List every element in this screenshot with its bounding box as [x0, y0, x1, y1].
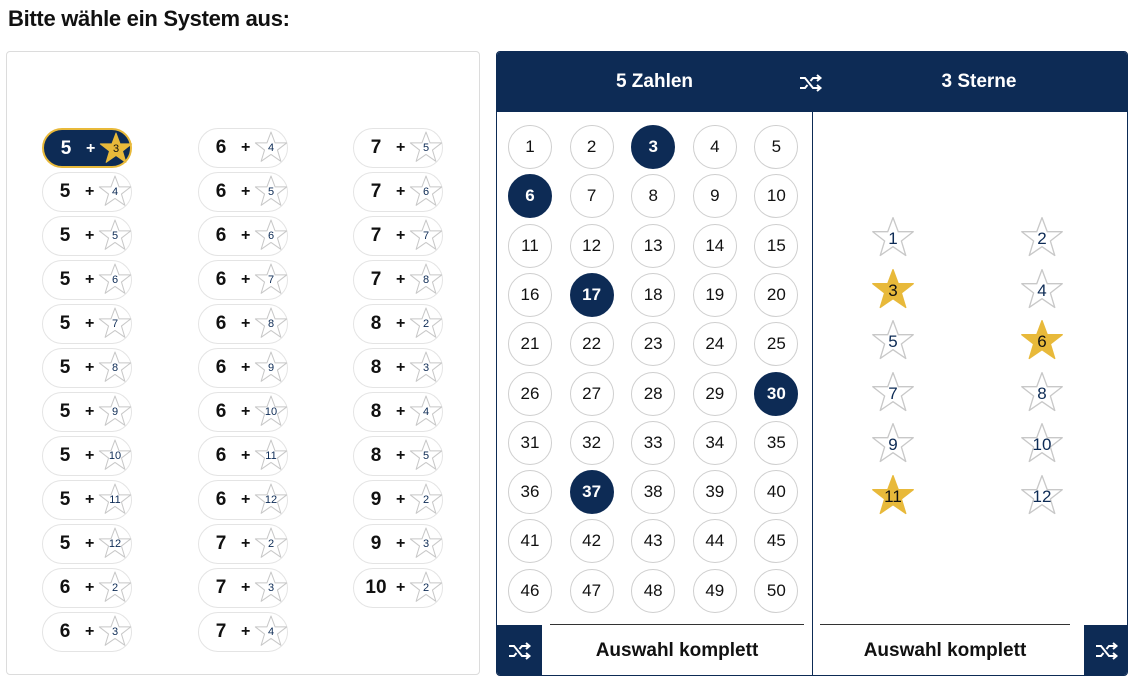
star-number: 4 [1037, 280, 1047, 300]
number-ball[interactable]: 12 [570, 224, 614, 268]
system-plus-sign: + [85, 271, 95, 288]
system-stars-badge [98, 262, 132, 296]
number-ball[interactable]: 46 [508, 569, 552, 613]
system-option[interactable] [198, 436, 288, 476]
system-stars-badge [409, 570, 443, 604]
system-stars-count: 2 [422, 494, 430, 506]
system-plus-sign: + [396, 579, 406, 596]
system-stars-count: 11 [109, 494, 121, 506]
system-plus-sign: + [396, 227, 406, 244]
number-ball[interactable]: 1 [508, 125, 552, 169]
system-numbers-count: 7 [370, 269, 382, 290]
system-selection-panel [6, 51, 480, 675]
system-plus-sign: + [85, 359, 95, 376]
system-option[interactable] [353, 480, 443, 520]
number-ball[interactable]: 47 [570, 569, 614, 613]
number-ball[interactable]: 18 [631, 273, 675, 317]
numbers-selection-complete: Auswahl komplett [595, 640, 759, 661]
system-numbers-count: 7 [215, 621, 227, 642]
number-ball[interactable]: 38 [631, 470, 675, 514]
system-stars-badge [98, 218, 132, 252]
system-stars-badge [98, 438, 132, 472]
system-option[interactable] [353, 348, 443, 388]
system-option[interactable] [198, 304, 288, 344]
system-stars-count: 10 [108, 450, 122, 462]
number-ball[interactable]: 41 [508, 519, 552, 563]
system-numbers-count: 6 [215, 137, 227, 158]
system-numbers-count: 6 [59, 577, 71, 598]
system-plus-sign: + [241, 227, 251, 244]
number-ball[interactable]: 37 [570, 470, 614, 514]
system-numbers-count: 5 [59, 533, 71, 554]
system-plus-sign: + [396, 139, 406, 156]
system-plus-sign: + [396, 359, 406, 376]
system-plus-sign: + [241, 535, 251, 552]
system-plus-sign: + [241, 359, 251, 376]
system-option[interactable] [42, 216, 132, 256]
system-stars-badge [254, 614, 288, 648]
system-option[interactable] [42, 568, 132, 608]
system-stars-badge [98, 482, 132, 516]
star-number: 12 [1032, 487, 1052, 506]
number-ball[interactable]: 48 [631, 569, 675, 613]
system-stars-count: 8 [111, 362, 119, 374]
system-numbers-count: 9 [370, 489, 382, 510]
system-option[interactable] [42, 128, 132, 168]
system-stars-count: 10 [264, 406, 278, 418]
system-stars-count: 4 [267, 142, 275, 154]
system-stars-badge [409, 174, 443, 208]
number-ball[interactable]: 36 [508, 470, 552, 514]
system-numbers-count: 7 [215, 533, 227, 554]
system-numbers-count: 8 [370, 445, 382, 466]
number-ball[interactable]: 2 [570, 125, 614, 169]
number-star-board [496, 51, 1128, 676]
number-ball[interactable]: 13 [631, 224, 675, 268]
system-stars-count: 9 [111, 406, 119, 418]
system-stars-count: 5 [422, 142, 430, 154]
system-stars-badge [98, 394, 132, 428]
system-stars-count: 5 [267, 186, 275, 198]
system-option[interactable] [42, 612, 132, 652]
system-option[interactable] [42, 348, 132, 388]
star-option[interactable] [1020, 370, 1064, 414]
system-stars-badge [98, 614, 132, 648]
number-ball[interactable]: 8 [631, 174, 675, 218]
system-numbers-count: 6 [215, 313, 227, 334]
system-option[interactable] [353, 436, 443, 476]
system-option[interactable] [198, 568, 288, 608]
number-ball[interactable]: 4 [693, 125, 737, 169]
shuffle-all-button[interactable] [795, 67, 827, 99]
number-ball[interactable]: 6 [508, 174, 552, 218]
system-stars-badge [409, 306, 443, 340]
shuffle-icon [507, 640, 533, 662]
system-numbers-count: 7 [215, 577, 227, 598]
number-ball[interactable]: 25 [754, 322, 798, 366]
number-ball[interactable]: 27 [570, 372, 614, 416]
system-numbers-count: 5 [59, 401, 71, 422]
shuffle-stars-button[interactable] [1084, 625, 1128, 676]
system-plus-sign: + [241, 447, 251, 464]
system-plus-sign: + [241, 183, 251, 200]
star-number: 7 [888, 383, 898, 403]
system-stars-badge [254, 350, 288, 384]
number-ball[interactable]: 31 [508, 421, 552, 465]
system-option[interactable] [198, 216, 288, 256]
system-stars-badge [254, 438, 288, 472]
star-number: 8 [1037, 383, 1047, 403]
system-stars-badge [254, 570, 288, 604]
star-option[interactable] [871, 370, 915, 414]
system-plus-sign: + [85, 227, 95, 244]
system-stars-badge [409, 438, 443, 472]
system-stars-badge [98, 174, 132, 208]
system-numbers-count: 9 [370, 533, 382, 554]
system-numbers-count: 6 [59, 621, 71, 642]
star-option[interactable] [1020, 473, 1064, 517]
system-numbers-count: 5 [60, 138, 72, 159]
system-plus-sign: + [396, 491, 406, 508]
system-plus-sign: + [396, 403, 406, 420]
number-ball[interactable]: 45 [754, 519, 798, 563]
system-stars-badge [254, 130, 288, 164]
system-option[interactable] [198, 128, 288, 168]
system-stars-badge [99, 131, 133, 165]
system-option[interactable] [353, 172, 443, 212]
system-stars-count: 5 [111, 230, 119, 242]
system-numbers-count: 6 [215, 269, 227, 290]
star-option[interactable] [871, 421, 915, 465]
system-stars-badge [254, 306, 288, 340]
system-numbers-count: 5 [59, 269, 71, 290]
system-plus-sign: + [85, 315, 95, 332]
shuffle-icon [798, 72, 824, 94]
system-plus-sign: + [396, 271, 406, 288]
system-column-2 [198, 128, 290, 656]
number-ball[interactable]: 14 [693, 224, 737, 268]
system-stars-count: 7 [267, 274, 275, 286]
number-ball[interactable]: 29 [693, 372, 737, 416]
board-header [497, 52, 1128, 112]
system-numbers-count: 6 [215, 225, 227, 246]
system-plus-sign: + [241, 315, 251, 332]
number-ball[interactable]: 22 [570, 322, 614, 366]
system-stars-badge [409, 130, 443, 164]
system-option[interactable] [198, 480, 288, 520]
number-ball[interactable]: 19 [693, 273, 737, 317]
system-stars-count: 3 [112, 143, 120, 155]
number-ball[interactable]: 34 [693, 421, 737, 465]
star-option[interactable] [871, 473, 915, 517]
system-option[interactable] [198, 524, 288, 564]
system-option[interactable] [353, 260, 443, 300]
number-ball[interactable]: 17 [570, 273, 614, 317]
system-numbers-count: 5 [59, 489, 71, 510]
system-numbers-count: 6 [215, 489, 227, 510]
page-title: Bitte wähle ein System aus: [8, 6, 290, 31]
system-stars-count: 12 [108, 538, 122, 550]
star-option[interactable] [1020, 267, 1064, 311]
system-column-3 [353, 128, 445, 612]
system-stars-count: 4 [111, 186, 119, 198]
system-stars-badge [254, 218, 288, 252]
system-option[interactable] [42, 392, 132, 432]
system-stars-badge [409, 394, 443, 428]
system-option[interactable] [42, 304, 132, 344]
star-option[interactable] [1020, 318, 1064, 362]
number-ball[interactable]: 16 [508, 273, 552, 317]
system-stars-badge [409, 350, 443, 384]
star-number: 6 [1037, 332, 1047, 352]
star-option[interactable] [1020, 421, 1064, 465]
system-plus-sign: + [85, 447, 95, 464]
star-number: 3 [888, 280, 898, 300]
system-plus-sign: + [241, 271, 251, 288]
system-option[interactable] [353, 568, 443, 608]
system-stars-count: 8 [422, 274, 430, 286]
system-plus-sign: + [85, 183, 95, 200]
system-numbers-count: 10 [365, 577, 387, 598]
system-option[interactable] [198, 260, 288, 300]
number-ball[interactable]: 43 [631, 519, 675, 563]
system-option[interactable] [353, 216, 443, 256]
system-option[interactable] [198, 612, 288, 652]
system-plus-sign: + [85, 491, 95, 508]
system-stars-count: 6 [267, 230, 275, 242]
system-option[interactable] [42, 436, 132, 476]
system-stars-count: 9 [267, 362, 275, 374]
system-stars-count: 8 [267, 318, 275, 330]
system-stars-count: 11 [265, 450, 277, 462]
system-stars-badge [409, 218, 443, 252]
number-ball[interactable]: 23 [631, 322, 675, 366]
system-numbers-count: 8 [370, 401, 382, 422]
number-ball[interactable]: 35 [754, 421, 798, 465]
system-stars-count: 5 [422, 450, 430, 462]
system-option[interactable] [198, 172, 288, 212]
system-plus-sign: + [241, 139, 251, 156]
star-number: 9 [888, 435, 898, 455]
system-plus-sign: + [85, 623, 95, 640]
board-divider [812, 112, 813, 676]
numbers-header-label: 5 Zahlen [615, 71, 694, 92]
system-stars-count: 2 [422, 582, 430, 594]
system-stars-count: 3 [422, 538, 430, 550]
system-numbers-count: 6 [215, 445, 227, 466]
system-plus-sign: + [241, 579, 251, 596]
number-ball[interactable]: 9 [693, 174, 737, 218]
system-stars-badge [98, 350, 132, 384]
number-ball[interactable]: 42 [570, 519, 614, 563]
system-stars-count: 4 [267, 626, 275, 638]
number-ball[interactable]: 50 [754, 569, 798, 613]
system-option[interactable] [198, 392, 288, 432]
system-numbers-count: 8 [370, 313, 382, 334]
star-option[interactable] [1020, 215, 1064, 259]
system-numbers-count: 5 [59, 181, 71, 202]
system-numbers-count: 5 [59, 357, 71, 378]
number-ball[interactable]: 26 [508, 372, 552, 416]
system-stars-count: 7 [111, 318, 119, 330]
number-ball[interactable]: 21 [508, 322, 552, 366]
system-option[interactable] [42, 172, 132, 212]
star-option[interactable] [871, 267, 915, 311]
number-ball[interactable]: 3 [631, 125, 675, 169]
system-stars-badge [98, 306, 132, 340]
system-stars-count: 7 [422, 230, 430, 242]
number-ball[interactable]: 33 [631, 421, 675, 465]
system-option[interactable] [353, 524, 443, 564]
system-stars-count: 2 [111, 582, 119, 594]
shuffle-icon [1094, 640, 1120, 662]
number-ball[interactable]: 24 [693, 322, 737, 366]
system-plus-sign: + [396, 315, 406, 332]
system-stars-count: 3 [422, 362, 430, 374]
number-ball[interactable]: 28 [631, 372, 675, 416]
system-option[interactable] [353, 304, 443, 344]
number-ball[interactable]: 49 [693, 569, 737, 613]
system-option[interactable] [42, 260, 132, 300]
system-plus-sign: + [85, 579, 95, 596]
number-ball[interactable]: 30 [754, 372, 798, 416]
system-stars-badge [254, 482, 288, 516]
system-option[interactable] [353, 392, 443, 432]
system-stars-badge [98, 526, 132, 560]
system-numbers-count: 7 [370, 137, 382, 158]
system-stars-count: 3 [267, 582, 275, 594]
system-plus-sign: + [85, 535, 95, 552]
system-plus-sign: + [85, 403, 95, 420]
system-plus-sign: + [86, 140, 96, 157]
system-numbers-count: 8 [370, 357, 382, 378]
system-plus-sign: + [396, 535, 406, 552]
system-column-1 [42, 128, 134, 656]
system-stars-count: 3 [111, 626, 119, 638]
system-stars-count: 6 [422, 186, 430, 198]
system-numbers-count: 6 [215, 181, 227, 202]
system-numbers-count: 5 [59, 445, 71, 466]
star-option[interactable] [871, 215, 915, 259]
system-stars-count: 2 [422, 318, 430, 330]
star-number: 2 [1037, 229, 1047, 248]
number-ball[interactable]: 39 [693, 470, 737, 514]
system-stars-badge [98, 570, 132, 604]
star-number: 11 [884, 487, 902, 506]
number-ball[interactable]: 7 [570, 174, 614, 218]
system-plus-sign: + [241, 491, 251, 508]
system-numbers-count: 6 [215, 357, 227, 378]
system-plus-sign: + [396, 447, 406, 464]
number-ball[interactable]: 32 [570, 421, 614, 465]
star-number: 1 [888, 229, 898, 248]
system-plus-sign: + [396, 183, 406, 200]
system-stars-badge [254, 174, 288, 208]
system-numbers-count: 7 [370, 225, 382, 246]
system-numbers-count: 6 [215, 401, 227, 422]
stars-selection-complete: Auswahl komplett [863, 640, 1027, 661]
stars-header-label: 3 Sterne [941, 71, 1017, 92]
system-stars-count: 12 [264, 494, 278, 506]
number-ball[interactable]: 44 [693, 519, 737, 563]
system-stars-badge [409, 262, 443, 296]
system-stars-badge [409, 526, 443, 560]
number-ball[interactable]: 20 [754, 273, 798, 317]
system-stars-badge [254, 526, 288, 560]
system-option[interactable] [42, 480, 132, 520]
system-numbers-count: 7 [370, 181, 382, 202]
star-option[interactable] [871, 318, 915, 362]
number-ball[interactable]: 10 [754, 174, 798, 218]
system-stars-badge [254, 394, 288, 428]
system-numbers-count: 5 [59, 313, 71, 334]
system-option[interactable] [198, 348, 288, 388]
number-ball[interactable]: 11 [508, 224, 552, 268]
number-ball[interactable]: 40 [754, 470, 798, 514]
system-stars-count: 6 [111, 274, 119, 286]
system-stars-badge [254, 262, 288, 296]
star-number: 5 [888, 332, 898, 352]
system-option[interactable] [42, 524, 132, 564]
system-stars-count: 4 [422, 406, 430, 418]
number-ball[interactable]: 15 [754, 224, 798, 268]
star-number: 10 [1032, 435, 1052, 455]
system-numbers-count: 5 [59, 225, 71, 246]
number-ball[interactable]: 5 [754, 125, 798, 169]
shuffle-numbers-button[interactable] [497, 625, 542, 676]
system-stars-count: 2 [267, 538, 275, 550]
system-plus-sign: + [241, 403, 251, 420]
system-option[interactable] [353, 128, 443, 168]
system-plus-sign: + [241, 623, 251, 640]
system-stars-badge [409, 482, 443, 516]
